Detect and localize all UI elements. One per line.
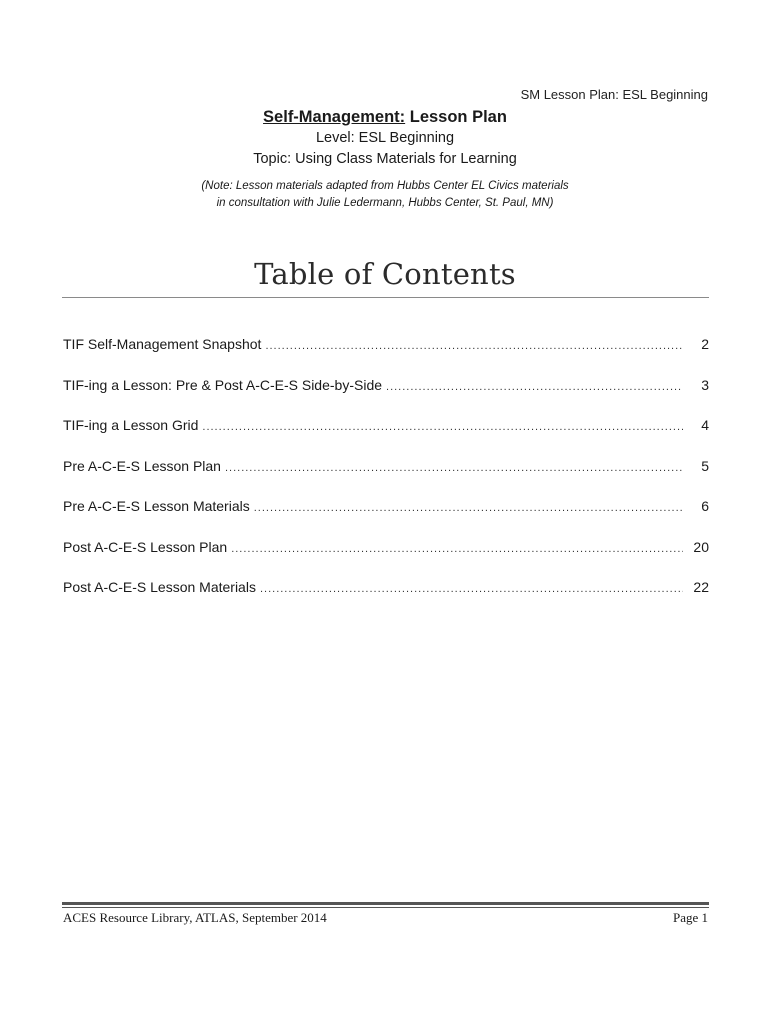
toc-entry-label: Post A-C-E-S Lesson Plan — [63, 538, 228, 555]
toc-heading: Table of Contents — [254, 257, 516, 291]
footer-divider-thin — [62, 907, 709, 908]
running-head: SM Lesson Plan: ESL Beginning — [520, 87, 708, 102]
topic-line: Topic: Using Class Materials for Learning — [253, 151, 517, 167]
toc-entry-label: Pre A-C-E-S Lesson Plan — [63, 457, 221, 474]
toc-dot-leader — [202, 421, 683, 433]
footer-divider-thick — [62, 902, 709, 905]
toc-entry[interactable] — [63, 458, 709, 499]
toc-entry[interactable] — [63, 417, 709, 458]
toc-entry-page: 4 — [701, 417, 709, 433]
footer-source: ACES Resource Library, ATLAS, September 2014 — [63, 910, 327, 925]
toc-entry[interactable] — [63, 498, 709, 539]
toc-dot-leader — [254, 502, 683, 514]
toc-entry-label: TIF-ing a Lesson: Pre & Post A-C-E-S Side-by-Side — [63, 376, 383, 393]
toc-entry[interactable] — [63, 539, 709, 580]
toc-dot-leader — [231, 543, 683, 555]
toc-dot-leader — [225, 462, 683, 474]
toc-dot-leader — [386, 381, 683, 393]
toc-entry-label: TIF-ing a Lesson Grid — [63, 417, 199, 433]
toc-entry-page: 5 — [701, 457, 709, 474]
note-line-2: in consultation with Julie Ledermann, Hubbs Center, St. Paul, MN) — [216, 197, 554, 209]
toc-entry[interactable] — [63, 336, 709, 377]
toc-entry-label: Post A-C-E-S Lesson Materials — [63, 579, 256, 595]
level-line: Level: ESL Beginning — [315, 130, 455, 146]
note — [0, 178, 770, 212]
toc-dot-leader — [265, 340, 683, 352]
toc-entry-page: 22 — [693, 579, 709, 595]
toc-divider — [62, 297, 709, 298]
toc-entry-label: TIF Self-Management Snapshot — [63, 336, 262, 352]
toc-entry-label: Pre A-C-E-S Lesson Materials — [63, 498, 250, 514]
toc-dot-leader — [260, 583, 683, 595]
title-block — [0, 106, 770, 212]
toc-entry-page: 3 — [701, 376, 709, 393]
document-title-rest: Lesson Plan — [405, 108, 507, 126]
document-title — [0, 106, 770, 128]
toc-entry-page: 2 — [701, 336, 709, 352]
toc-entry-page: 6 — [701, 498, 709, 514]
page-number: Page 1 — [672, 910, 708, 925]
note-line-1: (Note: Lesson materials adapted from Hubbs Center EL Civics materials — [201, 180, 569, 192]
toc-list — [63, 336, 709, 620]
toc-entry[interactable] — [63, 377, 709, 418]
toc-entry[interactable] — [63, 579, 709, 620]
document-title-underlined: Self-Management: — [263, 108, 406, 126]
toc-entry-page: 20 — [693, 538, 709, 555]
